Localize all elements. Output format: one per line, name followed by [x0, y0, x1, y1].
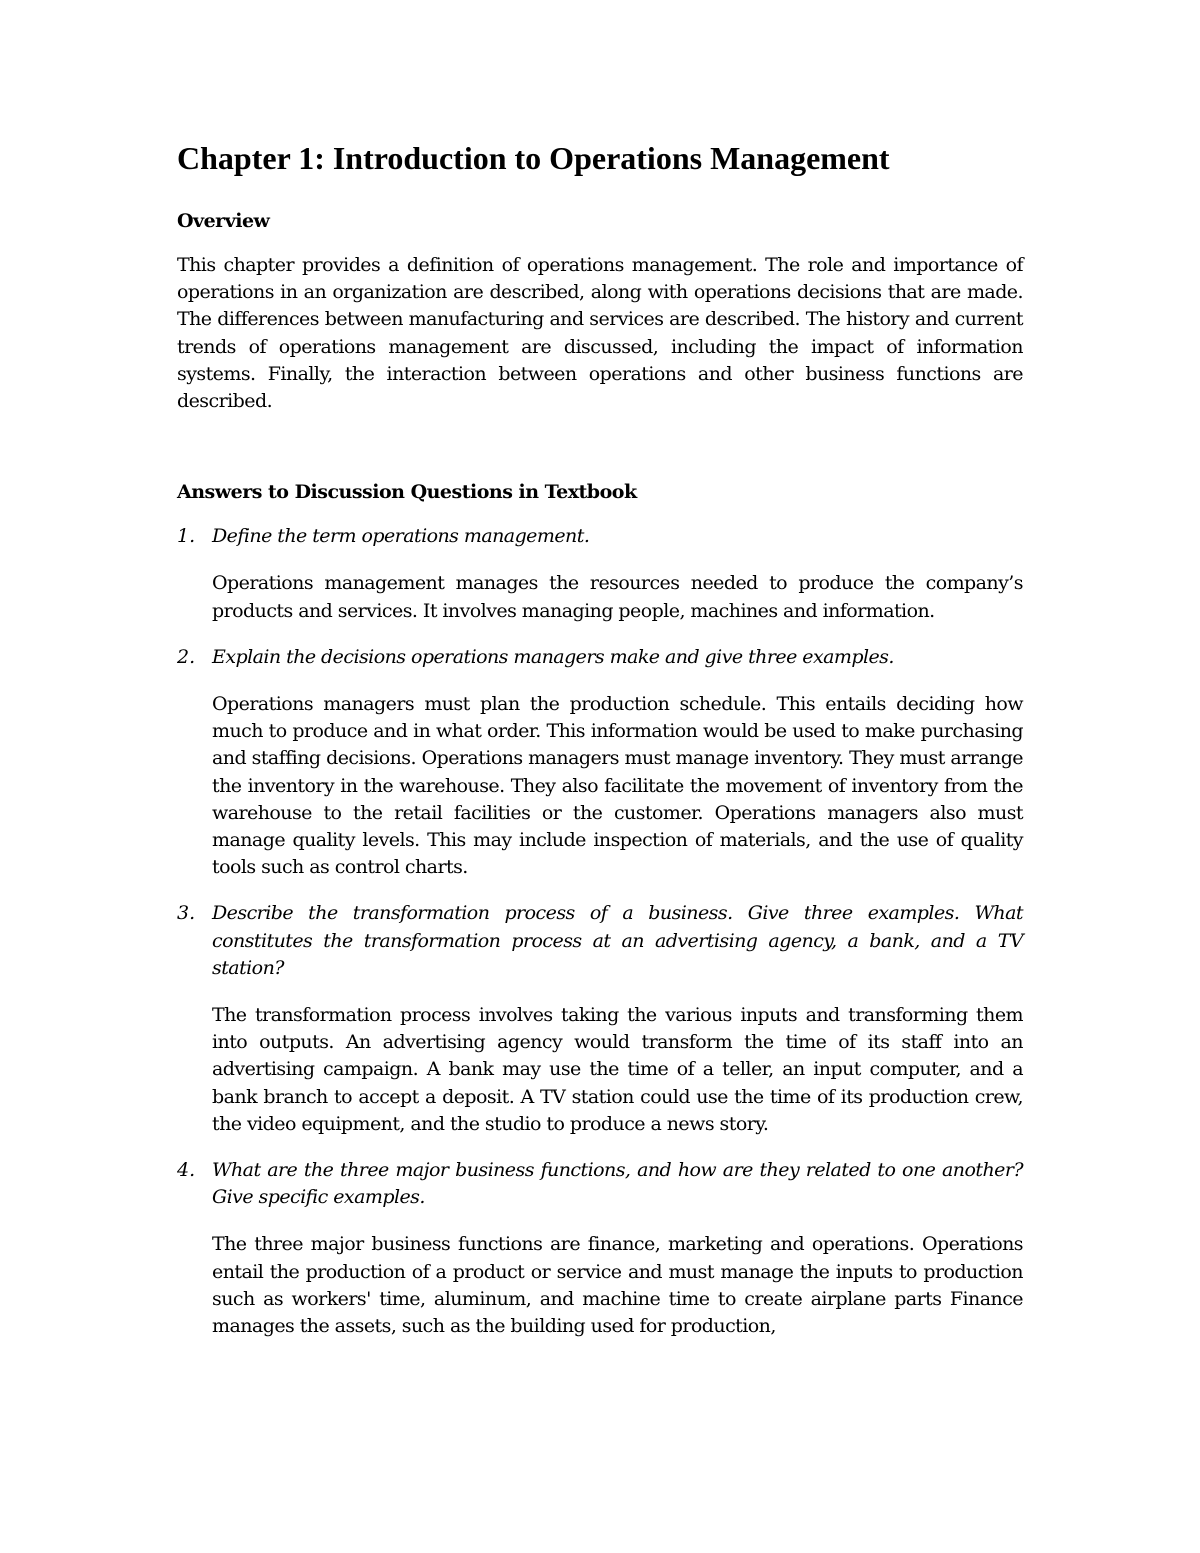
overview-paragraph: This chapter provides a definition of operations management. The role and importance of operations in an organization are described, along with operations decisions that are made. The differences between manufacturing and services are described. The history and current trends of operations management are discussed, including the impact of information systems. Finally, the interaction between operations and other business functions are described.: [177, 254, 1023, 413]
answer-text: Operations managers must plan the production schedule. This entails deciding how much to produce and in what order. This information would be used to make purchasing and staffing decisions. Operations managers must manage inventory. They must arrange the inventory in the warehouse. They also facilitate the movement of inventory from the warehouse to the retail facilities or the customer. Operations managers also must manage quality levels. This may include inspection of materials, and the use of quality tools such as control charts.: [212, 693, 1023, 879]
answer-text: Operations management manages the resources needed to produce the company’s products and services. It involves managing people, machines and information.: [212, 572, 1023, 622]
document-page: [177, 138, 1023, 1359]
overview-heading: Overview: [177, 210, 270, 232]
answers-heading: Answers to Discussion Questions in Textbook: [177, 481, 637, 504]
question-number: 4.: [177, 1159, 196, 1182]
answer-text: The transformation process involves taking the various inputs and transforming them into outputs. An advertising agency would transform the time of its staff into an advertising campaign. A bank may use the time of a teller, an input computer, and a bank branch to accept a deposit. A TV station could use the time of its production crew, the video equipment, and the studio to produce a news story.: [212, 1004, 1023, 1135]
question-number: 2.: [177, 645, 196, 668]
question-text: Define the term operations management.: [212, 525, 590, 548]
question-text: What are the three major business functions, and how are they related to one another? Give specific examples.: [212, 1159, 1023, 1209]
question-list: [177, 523, 1023, 1340]
chapter-title: Chapter 1: Introduction to Operations Management: [177, 140, 890, 176]
question-text: Describe the transformation process of a business. Give three examples. What constitutes the transformation process at an advertising agency, a bank, and a TV station?: [212, 902, 1023, 979]
question-number: 1.: [177, 525, 196, 548]
question-item: [177, 644, 1023, 882]
question-item: [177, 523, 1023, 625]
question-text: Explain the decisions operations managers make and give three examples.: [212, 645, 894, 668]
answer-text: The three major business functions are finance, marketing and operations. Operations entail the production of a product or service and must manage the inputs to production such as workers' time, aluminum, and machine time to create airplane parts Finance manages the assets, such as the building used for production,: [212, 1233, 1023, 1338]
question-number: 3.: [177, 902, 196, 925]
question-item: [177, 1157, 1023, 1340]
question-item: [177, 900, 1023, 1138]
